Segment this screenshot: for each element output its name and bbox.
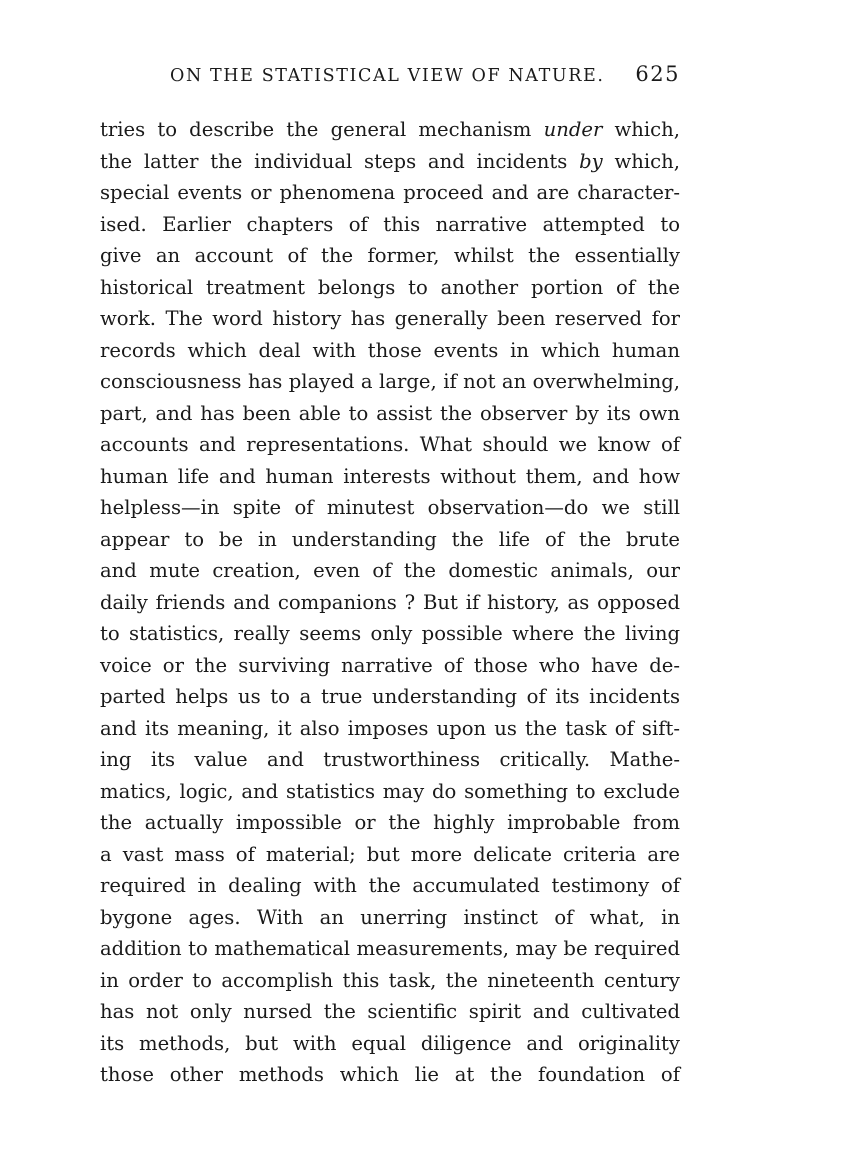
text-segment: ing its value and trustworthiness critically. Mathe- — [100, 748, 680, 771]
text-line — [100, 429, 680, 461]
running-title: ON THE STATISTICAL VIEW OF NATURE. — [170, 66, 605, 86]
text-segment: those other methods which lie at the foundation of — [100, 1063, 680, 1086]
text-segment: work. The word history has generally been reserved for — [100, 307, 680, 330]
text-segment: a vast mass of material; but more delicate criteria are — [100, 842, 680, 866]
text-segment: tries to describe the general mechanism — [100, 118, 544, 141]
text-line — [100, 177, 680, 209]
text-segment: appear to be in understanding the life of the brute — [100, 527, 680, 551]
text-line — [100, 524, 680, 556]
text-line — [100, 965, 680, 997]
text-line — [100, 335, 680, 367]
running-head — [100, 62, 680, 92]
text-segment: the latter the individual steps and incidents — [100, 149, 580, 173]
text-line — [100, 839, 680, 871]
text-segment: and its meaning, it also imposes upon us the task of sift- — [100, 716, 680, 740]
text-segment: part, and has been able to assist the observer by its own — [100, 401, 680, 425]
text-segment: bygone ages. With an unerring instinct of what, in — [100, 905, 680, 929]
text-segment: records which deal with those events in which human — [100, 338, 680, 362]
text-line — [100, 303, 680, 335]
text-line — [100, 240, 680, 272]
text-segment: which, — [602, 149, 680, 173]
text-line — [100, 272, 680, 304]
text-line — [100, 681, 680, 713]
text-line — [100, 1059, 680, 1091]
text-segment: accounts and representations. What should we know of — [100, 433, 680, 456]
text-segment: the actually impossible or the highly improbable from — [100, 811, 680, 834]
body-text — [100, 114, 680, 1091]
italic-word: under — [543, 118, 603, 141]
text-line — [100, 713, 680, 745]
text-segment: historical treatment belongs to another portion of the — [100, 275, 680, 299]
text-segment: required in dealing with the accumulated testimony of — [100, 874, 680, 897]
text-segment: daily friends and companions ? But if history, as opposed — [100, 590, 680, 614]
text-line — [100, 933, 680, 965]
text-line — [100, 366, 680, 398]
text-line — [100, 870, 680, 902]
text-segment: ised. Earlier chapters of this narrative attempted to — [100, 212, 680, 236]
text-line — [100, 461, 680, 493]
text-line — [100, 114, 680, 146]
text-line — [100, 776, 680, 808]
text-segment: helpless—in spite of minutest observation—do we still — [100, 496, 680, 519]
text-segment: parted helps us to a true understanding of its incidents — [100, 685, 680, 708]
page-number: 625 — [635, 62, 680, 86]
text-segment: which, — [602, 118, 680, 141]
text-segment: and mute creation, even of the domestic animals, our — [100, 559, 680, 582]
text-line — [100, 618, 680, 650]
text-segment: give an account of the former, whilst the essentially — [100, 244, 680, 267]
text-segment: human life and human interests without them, and how — [100, 464, 680, 488]
text-segment: has not only nursed the scientific spirit and cultivated — [100, 1000, 680, 1023]
text-segment: voice or the surviving narrative of those who have de- — [100, 653, 680, 677]
text-line — [100, 146, 680, 178]
text-segment: matics, logic, and statistics may do something to exclude — [100, 779, 680, 803]
text-line — [100, 209, 680, 241]
text-line — [100, 492, 680, 524]
text-segment: in order to accomplish this task, the nineteenth century — [100, 968, 680, 992]
text-line — [100, 902, 680, 934]
text-line — [100, 555, 680, 587]
italic-word: by — [579, 149, 603, 173]
text-segment: consciousness has played a large, if not an overwhelming, — [100, 370, 680, 393]
text-line — [100, 807, 680, 839]
text-line — [100, 996, 680, 1028]
text-line — [100, 587, 680, 619]
text-line — [100, 398, 680, 430]
text-segment: addition to mathematical measurements, may be required — [100, 937, 680, 960]
text-segment: its methods, but with equal diligence and originality — [100, 1031, 680, 1055]
text-line — [100, 1028, 680, 1060]
text-line — [100, 744, 680, 776]
text-segment: to statistics, really seems only possible where the living — [100, 622, 680, 645]
text-segment: special events or phenomena proceed and are character- — [100, 181, 680, 204]
text-line — [100, 650, 680, 682]
